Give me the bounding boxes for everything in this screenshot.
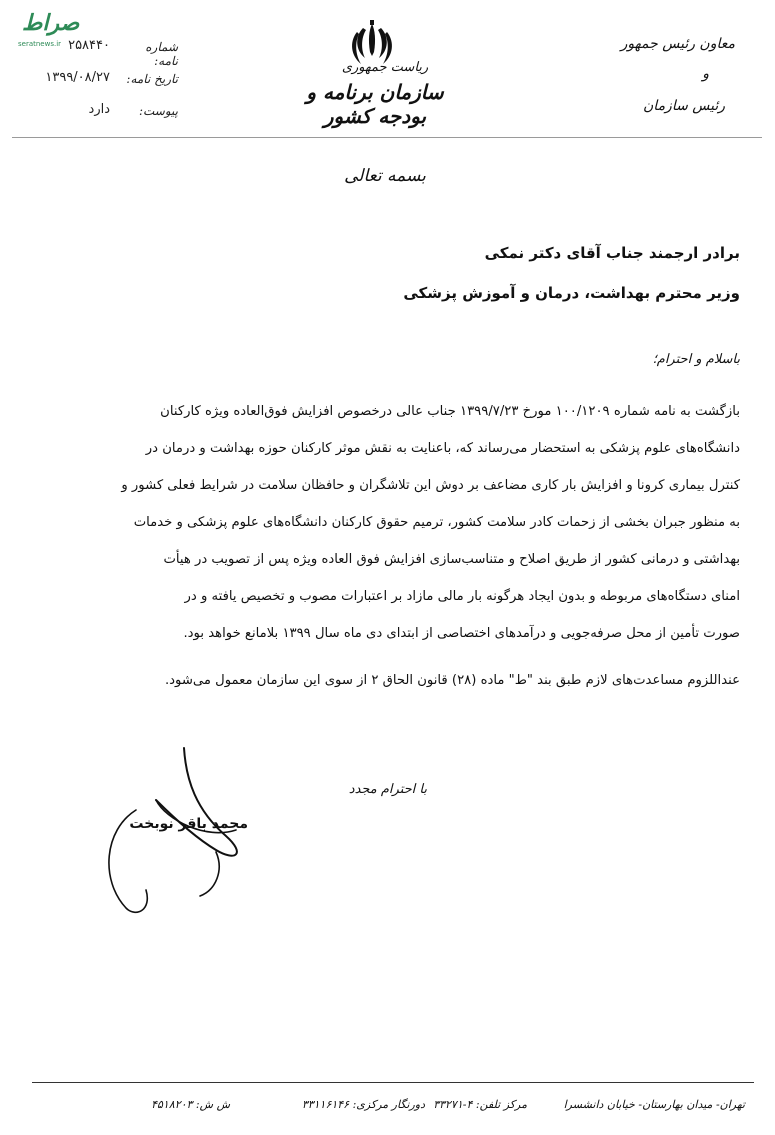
body-line: کنترل بیماری کرونا و افزایش بار کاری مضاعف بر دوش این تلاشگران و حافظان سلامت در شرایط فعلی کشور و — [121, 478, 740, 493]
body-line: دانشگاه‌های علوم پزشکی به استحضار می‌رساند که، باعنایت به نقش موثر کارکنان حوزه بهداشت و درمان در — [145, 441, 740, 456]
greeting: باسلام و احترام؛ — [652, 352, 740, 367]
title-vice-president: معاون رئیس جمهور — [620, 36, 735, 52]
invocation: بسمه تعالی — [344, 166, 426, 186]
recipient-name: برادر ارجمند جناب آقای دکتر نمکی — [484, 244, 740, 262]
footer-fax: دورنگار مرکزی: ۳۳۱۱۶۱۴۶ — [301, 1098, 425, 1111]
footer-divider — [32, 1082, 754, 1083]
watermark-logo: صراط — [22, 10, 80, 36]
letter-number-value: ۲۵۸۴۴۰ — [68, 38, 110, 53]
body-line: بهداشتی و درمانی کشور از طریق اصلاح و متناسب‌سازی افزایش فوق العاده ویژه پس از تصویب در هیأت — [163, 552, 740, 567]
body-line: بازگشت به نامه شماره ۱۰۰/۱۲۰۹ مورخ ۱۳۹۹/۷/۲۳ جناب عالی درخصوص افزایش فوق‌العاده ویژه کارکنان — [160, 404, 740, 419]
footer-phone: مرکز تلفن: ۴-۳۳۲۷۱ — [433, 1098, 527, 1111]
closing-salutation: با احترام مجدد — [348, 782, 427, 797]
letter-number-label: شماره نامه: — [145, 40, 178, 68]
letter-date-label: تاریخ نامه: — [126, 72, 178, 86]
footer-postal-code: ش ش: ۴۵۱۸۲۰۳ — [151, 1098, 230, 1111]
footer-address: تهران- میدان بهارستان- خیابان دانشسرا — [563, 1098, 745, 1111]
letter-date-value: ۱۳۹۹/۰۸/۲۷ — [45, 70, 110, 85]
body-line: به منظور جبران بخشی از زحمات کادر سلامت کشور، ترمیم حقوق کارکنان دانشگاه‌های علوم پزشکی و خدمات — [133, 515, 740, 530]
watermark-site: seratnews.ir — [18, 40, 62, 48]
attachment-label: پیوست: — [138, 104, 178, 118]
signer-name: محمد باقر نوبخت — [129, 816, 248, 832]
title-head-of-organization: رئیس سازمان — [643, 98, 725, 114]
attachment-value: دارد — [88, 102, 110, 117]
body-line: امنای دستگاه‌های مربوطه و بدون ایجاد هرگونه بار مالی مازاد بر اعتبارات مصوب و تخصیص یافته و در — [184, 589, 740, 604]
body-final-line: عنداللزوم مساعدت‌های لازم طبق بند "ط" ماده (۲۸) قانون الحاق ۲ از سوی این سازمان معمول می‌شود. — [164, 673, 740, 688]
body-line: صورت تأمین از محل صرفه‌جویی و درآمدهای اختصاصی از ابتدای دی ماه سال ۱۳۹۹ بلامانع خواهد بود. — [183, 626, 740, 641]
organization-name: سازمان برنامه و بودجه کشور — [306, 80, 444, 128]
title-conjunction: و — [702, 66, 709, 82]
recipient-title: وزیر محترم بهداشت، درمان و آموزش پزشکی — [403, 284, 740, 302]
presidency-label: ریاست جمهوری — [341, 60, 429, 75]
header-divider — [12, 137, 762, 138]
